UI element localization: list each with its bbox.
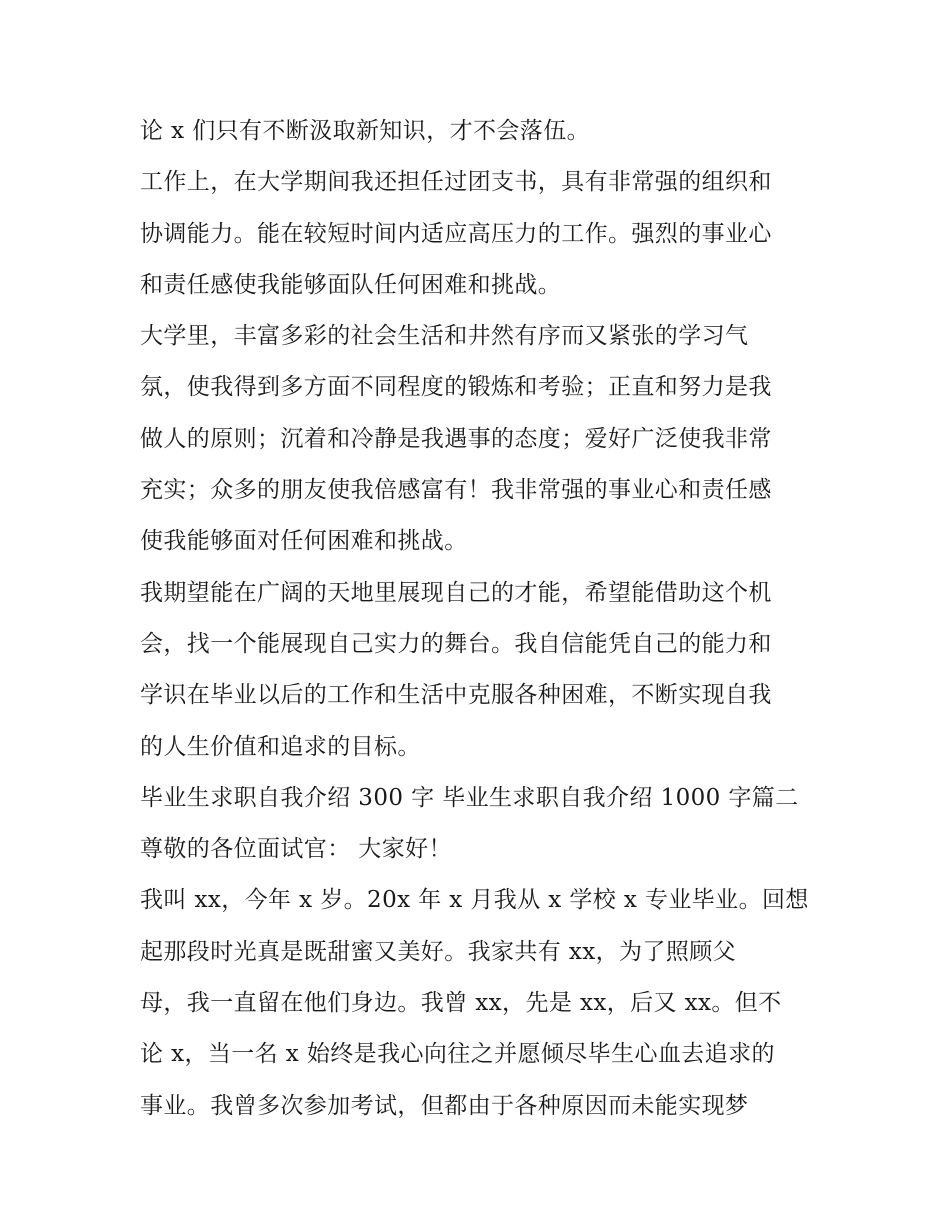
text-line: 起那段时光真是既甜蜜又美好。我家共有 xx，为了照顾父 (140, 938, 737, 965)
text-line: 论 x 们只有不断汲取新知识，才不会落伍。 (140, 118, 590, 144)
text-line: 母，我一直留在他们身边。我曾 xx，先是 xx，后又 xx。但不 (140, 990, 782, 1017)
text-line: 大学里，丰富多彩的社会生活和井然有序而又紧张的学习气 (140, 323, 749, 350)
text-line: 论 x，当一名 x 始终是我心向往之并愿倾尽毕生心血去追求的 (140, 1041, 775, 1068)
text-line: 氛，使我得到多方面不同程度的锻炼和考验；正直和努力是我 (140, 374, 772, 401)
salutation: 尊敬的各位面试官： 大家好！ (140, 836, 452, 863)
text-line: 充实；众多的朋友使我倍感富有！我非常强的事业心和责任感 (140, 477, 772, 504)
text-line: 做人的原则；沉着和冷静是我遇事的态度；爱好广泛使我非常 (140, 425, 772, 452)
text-line: 协调能力。能在较短时间内适应高压力的工作。强烈的事业心 (140, 220, 772, 247)
section-heading: 毕业生求职自我介绍 300 字 毕业生求职自我介绍 1000 字篇二 (140, 784, 799, 811)
text-line: 学识在毕业以后的工作和生活中克服各种困难，不断实现自我 (140, 682, 772, 709)
text-line: 会，找一个能展现自己实力的舞台。我自信能凭自己的能力和 (140, 630, 772, 657)
text-line: 我叫 xx，今年 x 岁。20x 年 x 月我从 x 学校 x 专业毕业。回想 (140, 887, 809, 914)
text-line: 我期望能在广阔的天地里展现自己的才能，希望能借助这个机 (140, 579, 772, 606)
text-line: 事业。我曾多次参加考试，但都由于各种原因而未能实现梦 (140, 1092, 749, 1119)
document-body (140, 106, 820, 1132)
text-line: 工作上，在大学期间我还担任过团支书，具有非常强的组织和 (140, 169, 772, 196)
text-line: 和责任感使我能够面队任何困难和挑战。 (140, 271, 562, 298)
text-line: 的人生价值和追求的目标。 (140, 733, 421, 760)
text-line: 使我能够面对任何困难和挑战。 (140, 528, 468, 555)
